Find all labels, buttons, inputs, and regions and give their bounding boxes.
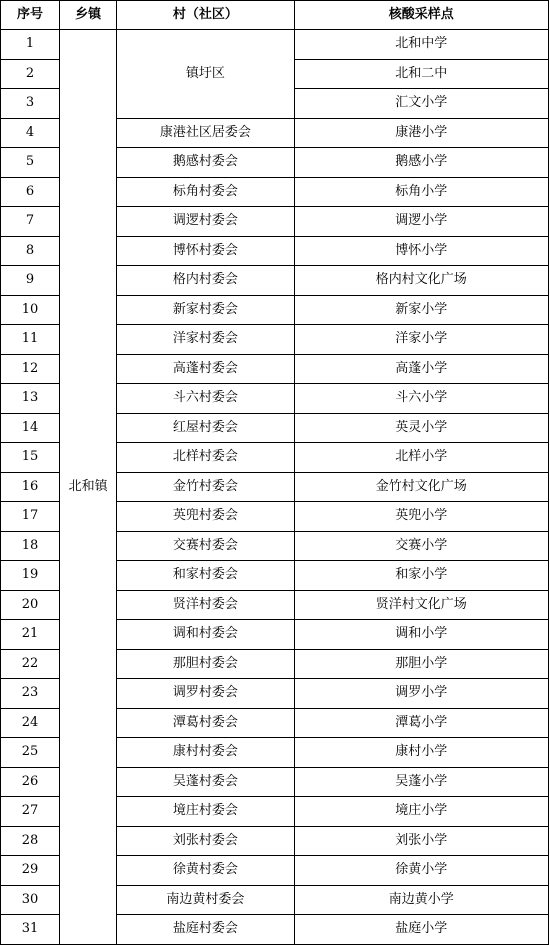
header-number: 序号 bbox=[1, 1, 60, 30]
row-number: 8 bbox=[1, 236, 60, 266]
row-number: 17 bbox=[1, 502, 60, 532]
row-number: 29 bbox=[1, 856, 60, 886]
village-cell: 康村村委会 bbox=[117, 738, 294, 768]
header-sampling-site: 核酸采样点 bbox=[294, 1, 549, 30]
sampling-site-cell: 金竹村文化广场 bbox=[294, 472, 549, 502]
table-row bbox=[1, 30, 549, 60]
village-cell: 和家村委会 bbox=[117, 561, 294, 591]
village-cell: 南边黄村委会 bbox=[117, 885, 294, 915]
row-number: 10 bbox=[1, 295, 60, 325]
village-cell: 镇圩区 bbox=[117, 30, 294, 119]
sampling-site-cell: 洋家小学 bbox=[294, 325, 549, 355]
row-number: 12 bbox=[1, 354, 60, 384]
sampling-site-cell: 盐庭小学 bbox=[294, 915, 549, 945]
village-cell: 徐黄村委会 bbox=[117, 856, 294, 886]
sampling-site-cell: 康村小学 bbox=[294, 738, 549, 768]
header-row bbox=[1, 1, 549, 30]
village-cell: 交赛村委会 bbox=[117, 531, 294, 561]
village-cell: 斗六村委会 bbox=[117, 384, 294, 414]
village-cell: 那胆村委会 bbox=[117, 649, 294, 679]
row-number: 13 bbox=[1, 384, 60, 414]
sampling-site-cell: 英兜小学 bbox=[294, 502, 549, 532]
sampling-site-cell: 贤洋村文化广场 bbox=[294, 590, 549, 620]
row-number: 24 bbox=[1, 708, 60, 738]
sampling-site-cell: 潭葛小学 bbox=[294, 708, 549, 738]
sampling-site-cell: 北样小学 bbox=[294, 443, 549, 473]
village-cell: 北样村委会 bbox=[117, 443, 294, 473]
village-cell: 吴蓬村委会 bbox=[117, 767, 294, 797]
village-cell: 潭葛村委会 bbox=[117, 708, 294, 738]
row-number: 28 bbox=[1, 826, 60, 856]
row-number: 20 bbox=[1, 590, 60, 620]
sampling-site-cell: 新家小学 bbox=[294, 295, 549, 325]
row-number: 22 bbox=[1, 649, 60, 679]
row-number: 18 bbox=[1, 531, 60, 561]
row-number: 7 bbox=[1, 207, 60, 237]
village-cell: 调逻村委会 bbox=[117, 207, 294, 237]
village-cell: 调和村委会 bbox=[117, 620, 294, 650]
sampling-site-cell: 刘张小学 bbox=[294, 826, 549, 856]
sampling-site-cell: 调罗小学 bbox=[294, 679, 549, 709]
village-cell: 鹅感村委会 bbox=[117, 148, 294, 178]
sampling-site-cell: 格内村文化广场 bbox=[294, 266, 549, 296]
sampling-site-cell: 南边黄小学 bbox=[294, 885, 549, 915]
row-number: 26 bbox=[1, 767, 60, 797]
sampling-site-cell: 那胆小学 bbox=[294, 649, 549, 679]
row-number: 16 bbox=[1, 472, 60, 502]
village-cell: 英兜村委会 bbox=[117, 502, 294, 532]
row-number: 21 bbox=[1, 620, 60, 650]
row-number: 27 bbox=[1, 797, 60, 827]
village-cell: 盐庭村委会 bbox=[117, 915, 294, 945]
sampling-site-cell: 英灵小学 bbox=[294, 413, 549, 443]
header-village: 村（社区） bbox=[117, 1, 294, 30]
village-cell: 洋家村委会 bbox=[117, 325, 294, 355]
sampling-site-cell: 吴蓬小学 bbox=[294, 767, 549, 797]
sampling-site-cell: 北和中学 bbox=[294, 30, 549, 60]
sampling-site-cell: 调和小学 bbox=[294, 620, 549, 650]
village-cell: 调罗村委会 bbox=[117, 679, 294, 709]
row-number: 4 bbox=[1, 118, 60, 148]
row-number: 1 bbox=[1, 30, 60, 60]
row-number: 25 bbox=[1, 738, 60, 768]
sampling-site-cell: 徐黄小学 bbox=[294, 856, 549, 886]
village-cell: 格内村委会 bbox=[117, 266, 294, 296]
row-number: 2 bbox=[1, 59, 60, 89]
village-cell: 康港社区居委会 bbox=[117, 118, 294, 148]
row-number: 5 bbox=[1, 148, 60, 178]
sampling-site-cell: 高蓬小学 bbox=[294, 354, 549, 384]
row-number: 31 bbox=[1, 915, 60, 945]
village-cell: 高蓬村委会 bbox=[117, 354, 294, 384]
sampling-site-cell: 调逻小学 bbox=[294, 207, 549, 237]
row-number: 15 bbox=[1, 443, 60, 473]
sampling-site-cell: 鹅感小学 bbox=[294, 148, 549, 178]
village-cell: 刘张村委会 bbox=[117, 826, 294, 856]
row-number: 6 bbox=[1, 177, 60, 207]
sampling-site-cell: 交赛小学 bbox=[294, 531, 549, 561]
header-township: 乡镇 bbox=[60, 1, 117, 30]
sampling-site-cell: 标角小学 bbox=[294, 177, 549, 207]
sampling-site-cell: 康港小学 bbox=[294, 118, 549, 148]
village-cell: 红屋村委会 bbox=[117, 413, 294, 443]
sampling-site-cell: 博怀小学 bbox=[294, 236, 549, 266]
row-number: 19 bbox=[1, 561, 60, 591]
row-number: 30 bbox=[1, 885, 60, 915]
sampling-site-cell: 斗六小学 bbox=[294, 384, 549, 414]
township-cell: 北和镇 bbox=[60, 30, 117, 945]
row-number: 11 bbox=[1, 325, 60, 355]
village-cell: 境庄村委会 bbox=[117, 797, 294, 827]
sampling-site-cell: 境庄小学 bbox=[294, 797, 549, 827]
village-cell: 标角村委会 bbox=[117, 177, 294, 207]
sampling-site-cell: 汇文小学 bbox=[294, 89, 549, 119]
village-cell: 博怀村委会 bbox=[117, 236, 294, 266]
village-cell: 金竹村委会 bbox=[117, 472, 294, 502]
row-number: 9 bbox=[1, 266, 60, 296]
sampling-site-cell: 北和二中 bbox=[294, 59, 549, 89]
row-number: 3 bbox=[1, 89, 60, 119]
sampling-site-cell: 和家小学 bbox=[294, 561, 549, 591]
row-number: 23 bbox=[1, 679, 60, 709]
village-cell: 贤洋村委会 bbox=[117, 590, 294, 620]
row-number: 14 bbox=[1, 413, 60, 443]
village-cell: 新家村委会 bbox=[117, 295, 294, 325]
